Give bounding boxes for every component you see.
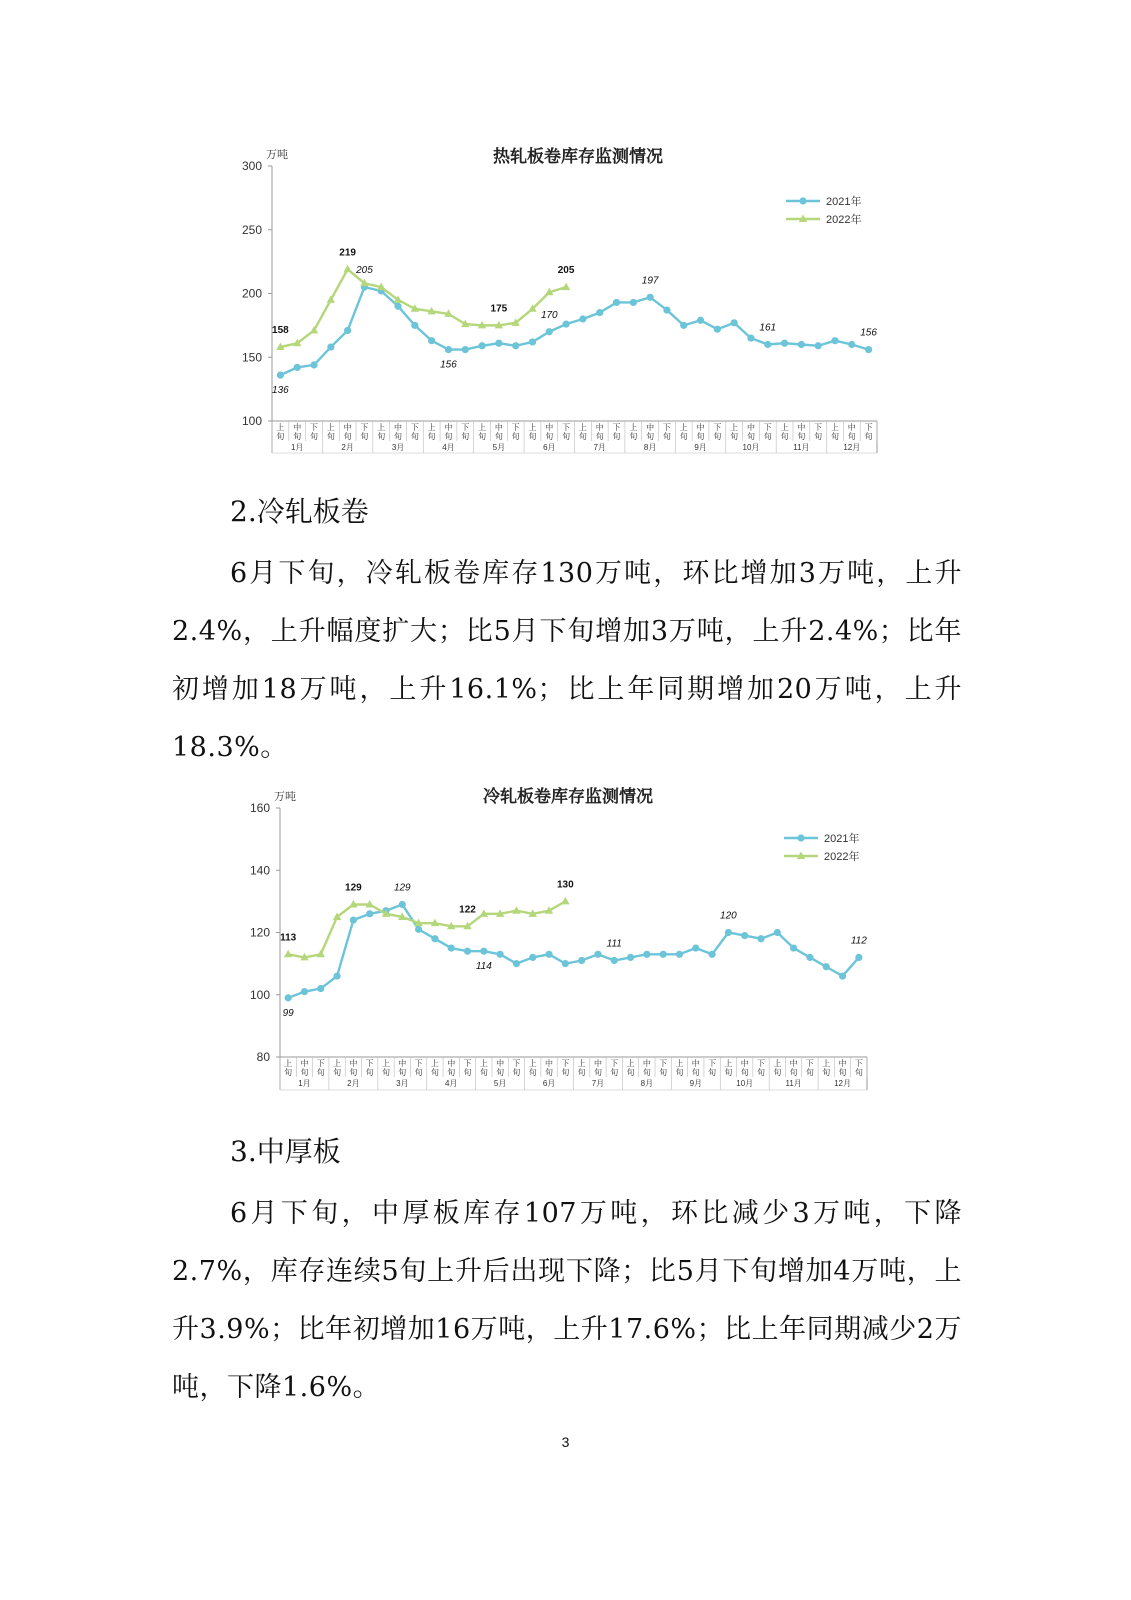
x-tick-label-bottom: 旬: [343, 432, 352, 441]
x-tick-label-bottom: 旬: [293, 432, 302, 441]
data-point: [594, 951, 601, 958]
x-tick-label-top: 中: [595, 423, 604, 432]
data-point: [529, 338, 536, 345]
data-point: [327, 343, 334, 350]
x-tick-label-bottom: 旬: [696, 432, 705, 441]
x-tick-label-top: 中: [293, 423, 302, 432]
x-tick-label-bottom: 旬: [612, 432, 621, 441]
data-point: [546, 328, 553, 335]
x-tick-label-bottom: 旬: [496, 1068, 505, 1077]
x-tick-label-bottom: 旬: [284, 1068, 293, 1077]
x-tick-label-top: 下: [562, 423, 571, 432]
month-label: 5月: [493, 1079, 507, 1088]
series-line-2022年: [280, 269, 566, 347]
x-tick-label-bottom: 旬: [528, 1068, 537, 1077]
data-point: [562, 283, 570, 291]
data-point: [344, 327, 351, 334]
x-tick-label-bottom: 旬: [381, 1068, 390, 1077]
month-label: 1月: [290, 443, 304, 452]
month-label: 6月: [542, 1079, 556, 1088]
y-tick-label: 80: [256, 1050, 270, 1064]
x-tick-label-bottom: 旬: [610, 1068, 619, 1077]
x-tick-label-bottom: 旬: [494, 432, 503, 441]
x-tick-label-top: 中: [838, 1059, 847, 1068]
x-tick-label-bottom: 旬: [427, 432, 436, 441]
x-tick-label-bottom: 旬: [708, 1068, 717, 1077]
x-tick-label-bottom: 旬: [512, 1068, 521, 1077]
plate-heading: 3.中厚板: [230, 1135, 341, 1168]
data-point: [562, 321, 569, 328]
month-label: 11月: [793, 443, 810, 452]
x-tick-label-bottom: 旬: [679, 432, 688, 441]
data-point: [284, 950, 292, 958]
cold-rolled-inventory-chart: [0, 780, 1131, 1110]
data-point: [310, 361, 317, 368]
x-tick-label-bottom: 旬: [333, 1068, 342, 1077]
x-tick-label-bottom: 旬: [349, 1068, 358, 1077]
data-point: [697, 317, 704, 324]
x-tick-label-top: 中: [740, 1059, 749, 1068]
x-tick-label-bottom: 旬: [746, 432, 755, 441]
month-label: 3月: [396, 1079, 409, 1088]
data-point: [855, 954, 862, 961]
data-point: [285, 994, 292, 1001]
x-tick-label-bottom: 旬: [822, 1068, 831, 1077]
data-point: [448, 944, 455, 951]
x-tick-label-top: 中: [847, 423, 856, 432]
x-tick-label-top: 中: [444, 423, 453, 432]
x-tick-label-bottom: 旬: [562, 432, 571, 441]
x-tick-label-bottom: 旬: [593, 1068, 602, 1077]
data-point: [294, 364, 301, 371]
x-tick-label-bottom: 旬: [377, 432, 386, 441]
x-tick-label-top: 中: [545, 1059, 554, 1068]
x-tick-label-bottom: 旬: [805, 1068, 814, 1077]
x-tick-label-bottom: 旬: [410, 432, 419, 441]
data-point: [764, 341, 771, 348]
data-point: [480, 948, 487, 955]
data-point: [613, 299, 620, 306]
cold-rolled-chart-svg: [0, 780, 1131, 1110]
data-label: 158: [272, 325, 289, 337]
y-tick-label: 300: [241, 159, 262, 173]
x-tick-label-top: 上: [577, 1059, 586, 1068]
x-tick-label-top: 下: [365, 1059, 374, 1068]
x-tick-label-top: 上: [822, 1059, 831, 1068]
data-point: [630, 299, 637, 306]
x-tick-label-bottom: 旬: [830, 432, 839, 441]
x-tick-label-bottom: 旬: [545, 432, 554, 441]
x-tick-label-top: 上: [780, 423, 789, 432]
hot-rolled-inventory-chart: [0, 138, 1131, 468]
data-label: 197: [641, 275, 659, 287]
data-label: 113: [280, 932, 297, 944]
x-tick-label-bottom: 旬: [789, 1068, 798, 1077]
x-tick-label-top: 下: [310, 423, 319, 432]
x-tick-label-bottom: 旬: [797, 432, 806, 441]
data-point: [366, 910, 373, 917]
data-point: [781, 340, 788, 347]
data-point: [663, 306, 670, 313]
month-label: 5月: [492, 443, 506, 452]
x-tick-label-top: 中: [746, 423, 755, 432]
data-label: 122: [459, 904, 476, 916]
data-label: 219: [339, 247, 356, 259]
x-tick-label-top: 下: [763, 423, 772, 432]
x-tick-label-bottom: 旬: [675, 1068, 684, 1077]
cold-rolled-paragraph: 6月下旬，冷轧板卷库存130万吨，环比增加3万吨，上升2.4%，上升幅度扩大；比5月下旬增加3万吨，上升2.4%；比年初增加18万吨，上升16.1%；比上年同期增加20万吨，上升18.3%。: [172, 558, 962, 763]
month-label: 10月: [742, 443, 760, 452]
x-tick-label-bottom: 旬: [713, 432, 722, 441]
data-point: [462, 346, 469, 353]
series-line-2022年: [288, 901, 565, 957]
x-tick-label-bottom: 旬: [365, 1068, 374, 1077]
x-tick-label-bottom: 旬: [528, 432, 537, 441]
data-point: [692, 944, 699, 951]
chart-title: 热轧板卷库存监测情况: [493, 147, 663, 166]
x-tick-label-bottom: 旬: [780, 432, 789, 441]
x-tick-label-bottom: 旬: [414, 1068, 423, 1077]
x-tick-label-bottom: 旬: [577, 1068, 586, 1077]
x-tick-label-top: 中: [696, 423, 705, 432]
x-tick-label-bottom: 旬: [479, 1068, 488, 1077]
x-tick-label-bottom: 旬: [561, 1068, 570, 1077]
month-label: 12月: [843, 443, 861, 452]
data-label: 170: [540, 309, 558, 321]
legend-marker: [799, 197, 806, 204]
cold-rolled-heading: 2.冷轧板卷: [230, 495, 369, 528]
data-label: 156: [440, 359, 457, 371]
data-point: [643, 951, 650, 958]
data-label: 120: [720, 910, 737, 922]
data-point: [865, 346, 872, 353]
data-point: [394, 303, 401, 310]
x-tick-label-bottom: 旬: [595, 432, 604, 441]
x-tick-label-top: 下: [316, 1059, 325, 1068]
data-point: [823, 963, 830, 970]
chart-title: 冷轧板卷库存监测情况: [483, 787, 653, 806]
data-point: [839, 972, 846, 979]
x-tick-label-top: 下: [360, 423, 369, 432]
x-tick-label-top: 上: [381, 1059, 390, 1068]
month-label: 7月: [591, 1079, 605, 1088]
data-label: 114: [475, 961, 492, 973]
x-tick-label-bottom: 旬: [740, 1068, 749, 1077]
data-point: [343, 265, 351, 273]
x-tick-label-top: 下: [708, 1059, 717, 1068]
x-tick-label-top: 下: [610, 1059, 619, 1068]
x-tick-label-bottom: 旬: [646, 432, 655, 441]
x-tick-label-bottom: 旬: [642, 1068, 651, 1077]
data-point: [627, 954, 634, 961]
data-point: [411, 322, 418, 329]
x-tick-label-top: 下: [612, 423, 621, 432]
data-point: [647, 294, 654, 301]
y-tick-label: 250: [241, 222, 262, 237]
data-point: [596, 309, 603, 316]
x-tick-label-top: 上: [528, 423, 537, 432]
data-point: [714, 326, 721, 333]
data-point: [545, 951, 552, 958]
data-point: [512, 342, 519, 349]
x-tick-label-top: 下: [463, 1059, 472, 1068]
x-tick-label-bottom: 旬: [847, 432, 856, 441]
data-point: [478, 342, 485, 349]
x-tick-label-bottom: 旬: [310, 432, 319, 441]
x-tick-label-top: 上: [578, 423, 587, 432]
x-tick-label-top: 下: [461, 423, 470, 432]
data-point: [495, 340, 502, 347]
data-point: [277, 372, 284, 379]
x-tick-label-top: 上: [478, 423, 487, 432]
data-label: 156: [860, 327, 877, 339]
x-tick-label-top: 上: [528, 1059, 537, 1068]
x-tick-label-bottom: 旬: [360, 432, 369, 441]
data-point: [464, 948, 471, 955]
x-tick-label-top: 上: [626, 1059, 635, 1068]
data-point: [676, 951, 683, 958]
x-tick-label-bottom: 旬: [478, 432, 487, 441]
x-tick-label-top: 上: [773, 1059, 782, 1068]
month-label: 2月: [347, 1079, 360, 1088]
x-tick-label-bottom: 旬: [447, 1068, 456, 1077]
month-label: 7月: [593, 443, 606, 452]
x-tick-label-top: 中: [394, 423, 403, 432]
y-tick-label: 140: [249, 863, 270, 878]
data-point: [725, 929, 732, 936]
data-point: [815, 342, 822, 349]
x-tick-label-bottom: 旬: [814, 432, 823, 441]
x-tick-label-top: 下: [757, 1059, 766, 1068]
data-point: [790, 944, 797, 951]
x-tick-label-top: 中: [646, 423, 655, 432]
data-point: [774, 929, 781, 936]
data-label: 129: [345, 882, 362, 894]
data-label: 175: [490, 303, 508, 315]
legend-marker: [797, 834, 804, 841]
x-tick-label-bottom: 旬: [757, 1068, 766, 1077]
legend-label: 2022年: [824, 851, 860, 863]
x-tick-label-top: 下: [864, 423, 873, 432]
x-tick-label-top: 中: [300, 1059, 309, 1068]
data-label: 205: [557, 265, 575, 277]
month-label: 4月: [442, 443, 455, 452]
data-label: 112: [850, 935, 867, 947]
x-tick-label-top: 下: [659, 1059, 668, 1068]
x-tick-label-top: 中: [593, 1059, 602, 1068]
data-point: [497, 951, 504, 958]
data-point: [848, 341, 855, 348]
hot-rolled-chart-svg: [0, 138, 1131, 468]
x-tick-label-top: 上: [427, 423, 436, 432]
data-point: [660, 951, 667, 958]
data-point: [445, 346, 452, 353]
data-label: 130: [557, 879, 574, 891]
x-tick-label-top: 上: [830, 423, 839, 432]
month-label: 8月: [643, 443, 657, 452]
x-tick-label-top: 中: [349, 1059, 358, 1068]
x-tick-label-top: 上: [284, 1059, 293, 1068]
page-number: 3: [561, 1434, 570, 1450]
x-tick-label-top: 下: [713, 423, 722, 432]
x-tick-label-bottom: 旬: [545, 1068, 554, 1077]
x-tick-label-top: 上: [679, 423, 688, 432]
legend-label: 2022年: [826, 214, 862, 226]
data-point: [579, 315, 586, 322]
month-label: 8月: [640, 1079, 654, 1088]
x-tick-label-bottom: 旬: [773, 1068, 782, 1077]
x-tick-label-bottom: 旬: [763, 432, 772, 441]
month-label: 4月: [444, 1079, 458, 1088]
data-label: 161: [759, 322, 777, 334]
x-tick-label-top: 下: [410, 423, 419, 432]
y-tick-label: 160: [249, 801, 270, 815]
x-tick-label-top: 上: [730, 423, 739, 432]
x-tick-label-bottom: 旬: [864, 432, 873, 441]
x-tick-label-bottom: 旬: [578, 432, 587, 441]
x-tick-label-top: 中: [691, 1059, 700, 1068]
x-tick-label-bottom: 旬: [838, 1068, 847, 1077]
x-tick-label-top: 中: [343, 423, 352, 432]
data-point: [708, 951, 715, 958]
data-point: [428, 337, 435, 344]
month-label: 10月: [736, 1079, 754, 1088]
data-point: [399, 901, 406, 908]
series-line-2021年: [280, 287, 868, 375]
x-tick-label-bottom: 旬: [691, 1068, 700, 1077]
data-label: 99: [282, 1007, 294, 1019]
month-label: 6月: [543, 443, 556, 452]
x-tick-label-top: 上: [724, 1059, 733, 1068]
x-tick-label-bottom: 旬: [724, 1068, 733, 1077]
x-tick-label-top: 中: [797, 423, 806, 432]
x-tick-label-top: 中: [545, 423, 554, 432]
data-point: [757, 935, 764, 942]
x-tick-label-top: 中: [398, 1059, 407, 1068]
x-tick-label-bottom: 旬: [463, 1068, 472, 1077]
x-tick-label-top: 上: [629, 423, 638, 432]
x-tick-label-top: 上: [276, 423, 285, 432]
x-tick-label-bottom: 旬: [316, 1068, 325, 1077]
x-tick-label-top: 上: [479, 1059, 488, 1068]
x-tick-label-top: 中: [447, 1059, 456, 1068]
data-label: 205: [356, 265, 373, 277]
data-point: [301, 988, 308, 995]
x-tick-label-bottom: 旬: [276, 432, 285, 441]
series-line-2021年: [288, 904, 859, 997]
y-tick-label: 150: [241, 350, 262, 365]
month-label: 1月: [298, 1079, 311, 1088]
x-tick-label-top: 下: [662, 423, 671, 432]
x-tick-label-bottom: 旬: [300, 1068, 309, 1077]
data-point: [741, 932, 748, 939]
x-tick-label-bottom: 旬: [662, 432, 671, 441]
x-tick-label-top: 下: [814, 423, 823, 432]
x-tick-label-bottom: 旬: [444, 432, 453, 441]
x-tick-label-bottom: 旬: [511, 432, 520, 441]
data-point: [513, 960, 520, 967]
x-tick-label-bottom: 旬: [659, 1068, 668, 1077]
data-point: [747, 335, 754, 342]
x-tick-label-top: 中: [789, 1059, 798, 1068]
month-label: 11月: [785, 1079, 802, 1088]
data-point: [415, 926, 422, 933]
x-tick-label-top: 中: [494, 423, 503, 432]
y-tick-label: 120: [249, 925, 270, 940]
data-point: [529, 954, 536, 961]
x-tick-label-top: 上: [333, 1059, 342, 1068]
x-tick-label-top: 中: [642, 1059, 651, 1068]
x-tick-label-bottom: 旬: [326, 432, 335, 441]
data-point: [561, 897, 569, 905]
data-point: [798, 341, 805, 348]
y-tick-label: 100: [249, 987, 270, 1002]
month-label: 3月: [391, 443, 405, 452]
x-tick-label-bottom: 旬: [398, 1068, 407, 1077]
y-tick-label: 200: [241, 286, 262, 301]
y-tick-label: 100: [241, 414, 262, 428]
x-tick-label-top: 下: [511, 423, 520, 432]
y-unit-label: 万吨: [266, 149, 288, 161]
data-point: [512, 906, 520, 914]
month-label: 9月: [694, 443, 707, 452]
x-tick-label-top: 上: [377, 423, 386, 432]
x-tick-label-bottom: 旬: [394, 432, 403, 441]
x-tick-label-top: 下: [512, 1059, 521, 1068]
data-label: 111: [606, 938, 622, 950]
x-tick-label-top: 下: [854, 1059, 863, 1068]
month-label: 2月: [341, 443, 354, 452]
x-tick-label-top: 上: [326, 423, 335, 432]
x-tick-label-bottom: 旬: [629, 432, 638, 441]
data-point: [831, 337, 838, 344]
data-point: [731, 319, 738, 326]
x-tick-label-bottom: 旬: [626, 1068, 635, 1077]
plate-paragraph: 6月下旬，中厚板库存107万吨，环比减少3万吨，下降2.7%，库存连续5旬上升后出现下降；比5月下旬增加4万吨，上升3.9%；比年初增加16万吨，上升17.6%；比上年同期减少2万吨，下降1.6%。: [172, 1198, 962, 1403]
y-unit-label: 万吨: [274, 791, 296, 803]
x-tick-label-top: 中: [496, 1059, 505, 1068]
data-point: [611, 957, 618, 964]
month-label: 12月: [834, 1079, 851, 1088]
x-tick-label-top: 下: [414, 1059, 423, 1068]
x-tick-label-bottom: 旬: [430, 1068, 439, 1077]
data-label: 136: [272, 385, 289, 397]
data-point: [350, 916, 357, 923]
x-tick-label-bottom: 旬: [461, 432, 470, 441]
data-label: 129: [393, 882, 411, 894]
x-tick-label-top: 下: [805, 1059, 814, 1068]
data-point: [317, 950, 325, 958]
x-tick-label-top: 上: [430, 1059, 439, 1068]
data-point: [562, 960, 569, 967]
data-point: [317, 985, 324, 992]
x-tick-label-bottom: 旬: [730, 432, 739, 441]
legend-label: 2021年: [824, 833, 860, 845]
data-point: [680, 322, 687, 329]
data-point: [333, 972, 340, 979]
legend-label: 2021年: [826, 196, 862, 208]
data-point: [578, 957, 585, 964]
data-point: [431, 935, 438, 942]
x-tick-label-bottom: 旬: [854, 1068, 863, 1077]
data-point: [806, 954, 813, 961]
x-tick-label-top: 下: [561, 1059, 570, 1068]
month-label: 9月: [689, 1079, 703, 1088]
x-tick-label-top: 上: [675, 1059, 684, 1068]
